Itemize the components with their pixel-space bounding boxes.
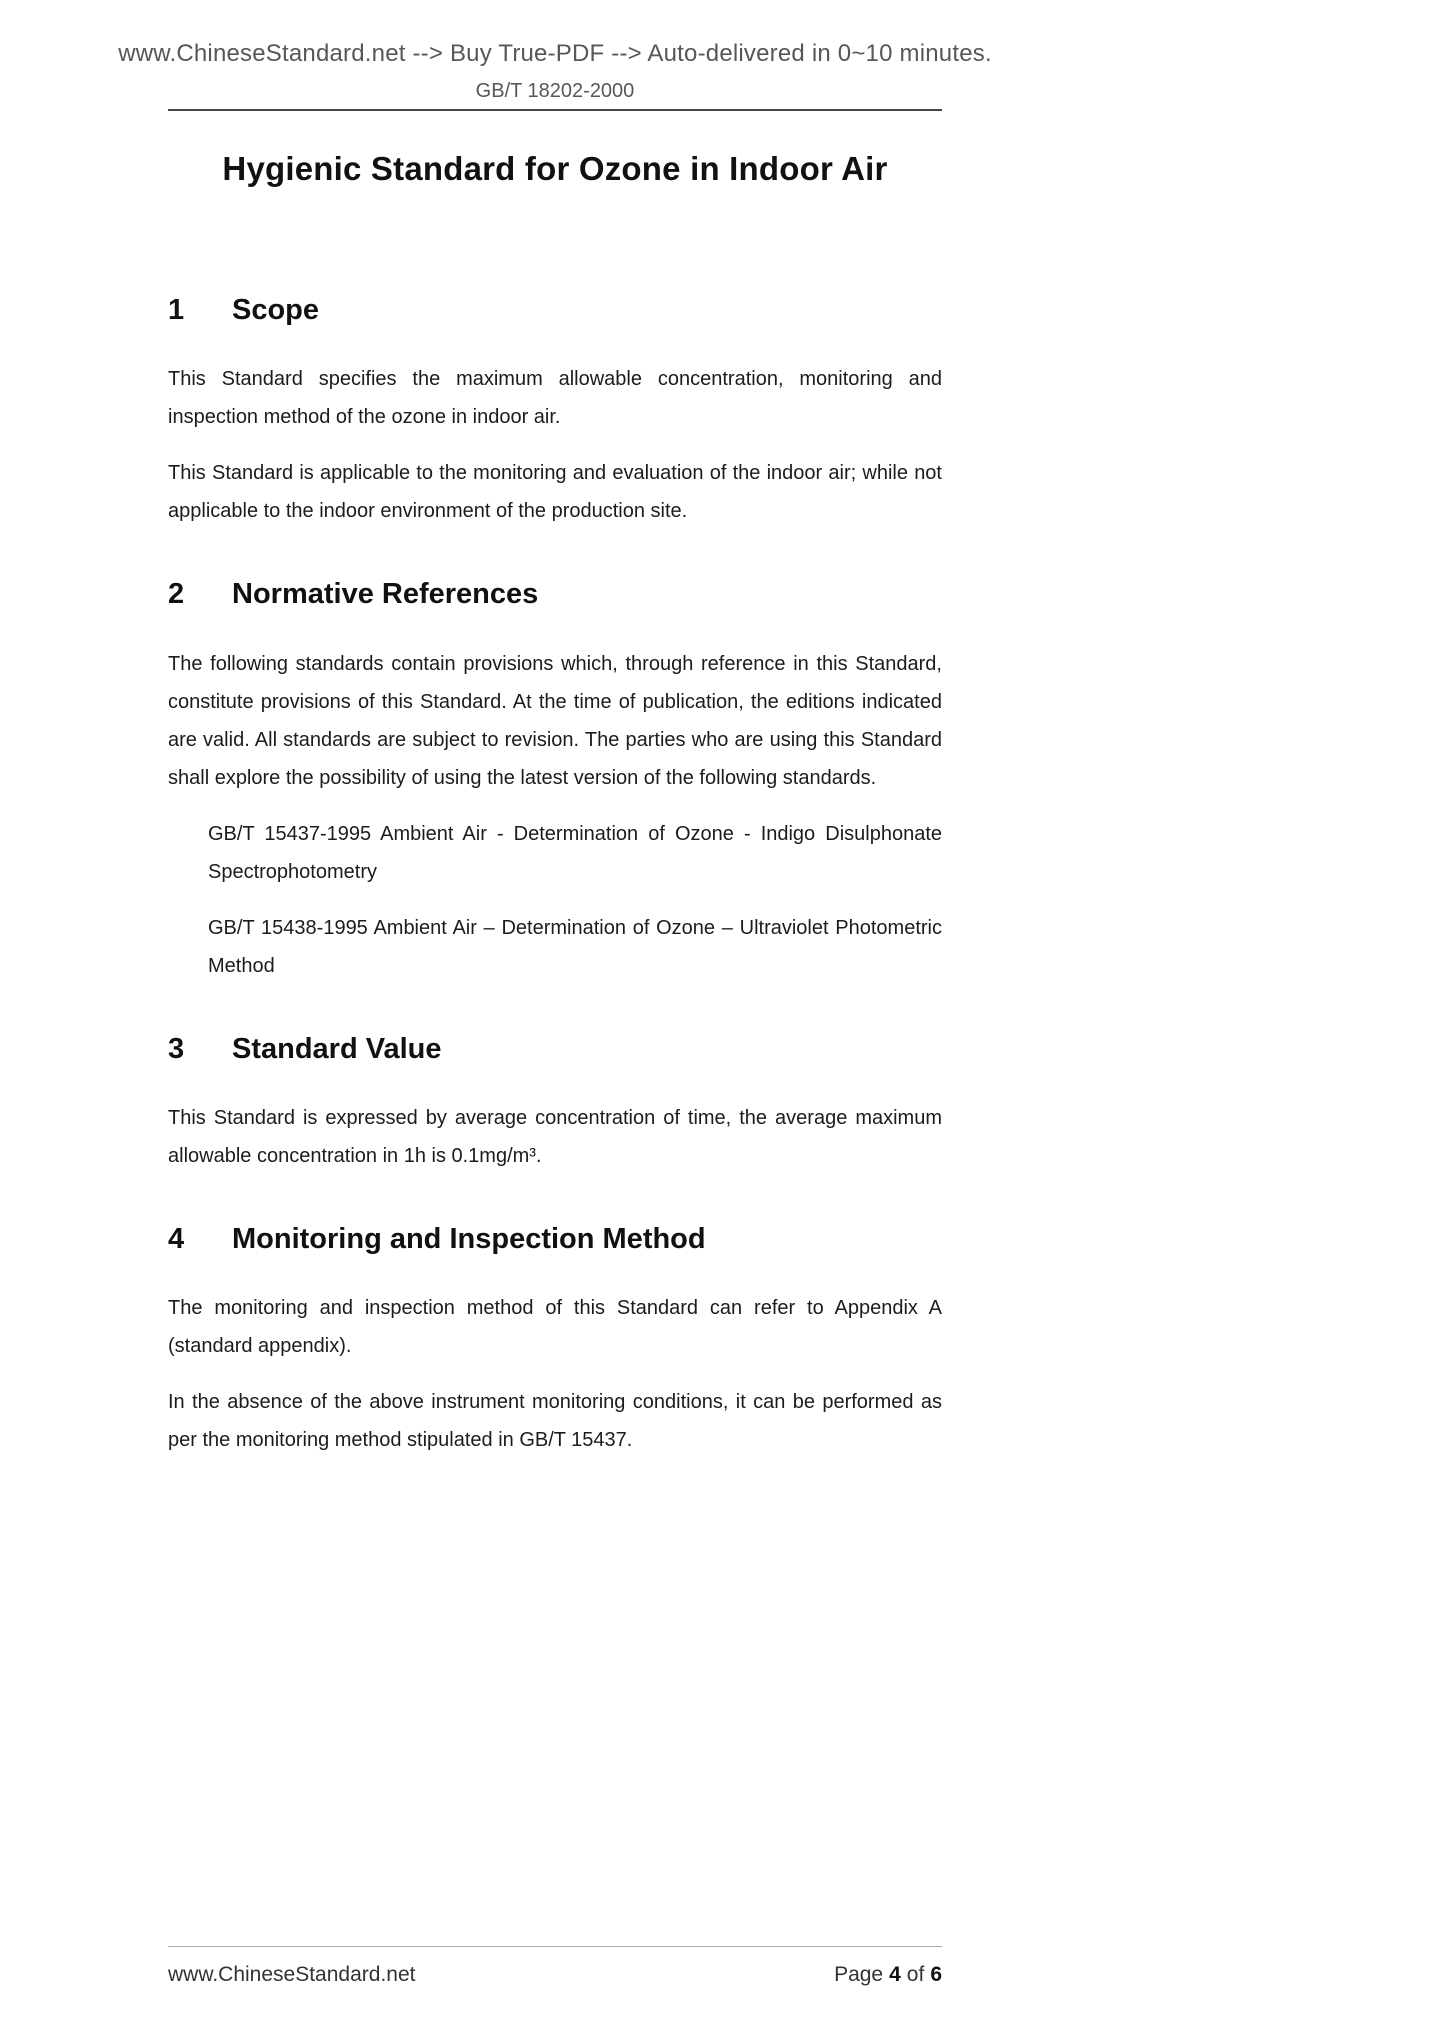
document-title: Hygienic Standard for Ozone in Indoor Air	[222, 150, 888, 187]
section-heading	[168, 1031, 942, 1067]
section-title: Monitoring and Inspection Method	[232, 1222, 706, 1255]
paragraph: This Standard specifies the maximum allowable concentration, monitoring and inspection method of the ozone in indoor air.	[168, 368, 942, 429]
section-heading	[168, 292, 942, 328]
site-link[interactable]: www.ChineseStandard.net	[168, 1963, 416, 1986]
footer-row	[168, 1963, 942, 1987]
header-promo-text: www.ChineseStandard.net --> Buy True-PDF --> Auto-delivered in 0~10 minutes.	[118, 40, 992, 67]
page-word: Page	[834, 1963, 884, 1986]
page-footer	[168, 1946, 942, 1987]
section-number: 3	[168, 1032, 185, 1065]
footer-rule	[168, 1946, 942, 1947]
paragraph: This Standard is applicable to the monitoring and evaluation of the indoor air; while not applicable to the indoor environment of the production site.	[168, 462, 942, 523]
page-indicator	[834, 1963, 942, 1987]
document-code: GB/T 18202-2000	[475, 80, 635, 102]
total-pages: 6	[930, 1963, 942, 1986]
section-title: Standard Value	[232, 1032, 442, 1065]
reference-item: GB/T 15437-1995 Ambient Air - Determination of Ozone - Indigo Disulphonate Spectrophotometry	[208, 822, 942, 883]
section-standard-value	[168, 1031, 942, 1175]
paragraph: The following standards contain provisions which, through reference in this Standard, constitute provisions of this Standard. At the time of publication, the editions indicated are valid. All standards are subject to revision. The parties who are using this Standard shall explore the possibility of using the latest version of the following standards.	[168, 652, 942, 789]
section-monitoring-inspection-method	[168, 1221, 942, 1459]
page-content	[168, 128, 942, 1477]
page-number: 4	[889, 1963, 901, 1986]
header-rule	[168, 109, 942, 111]
reference-item: GB/T 15438-1995 Ambient Air – Determination of Ozone – Ultraviolet Photometric Method	[208, 916, 942, 977]
section-scope	[168, 292, 942, 530]
page-header	[118, 0, 992, 111]
section-number: 1	[168, 294, 185, 326]
section-number: 2	[168, 578, 185, 611]
paragraph: The monitoring and inspection method of this Standard can refer to Appendix A (standard appendix).	[168, 1297, 942, 1357]
section-heading	[168, 1221, 942, 1257]
section-heading	[168, 576, 942, 612]
section-normative-references	[168, 576, 942, 984]
section-title: Normative References	[232, 578, 539, 611]
paragraph: In the absence of the above instrument monitoring conditions, it can be performed as per the monitoring method stipulated in GB/T 15437.	[168, 1391, 942, 1451]
section-number: 4	[168, 1222, 185, 1255]
section-title: Scope	[232, 294, 320, 326]
paragraph: This Standard is expressed by average concentration of time, the average maximum allowable concentration in 1h is 0.1mg/m³.	[168, 1106, 942, 1167]
of-word: of	[906, 1963, 925, 1986]
